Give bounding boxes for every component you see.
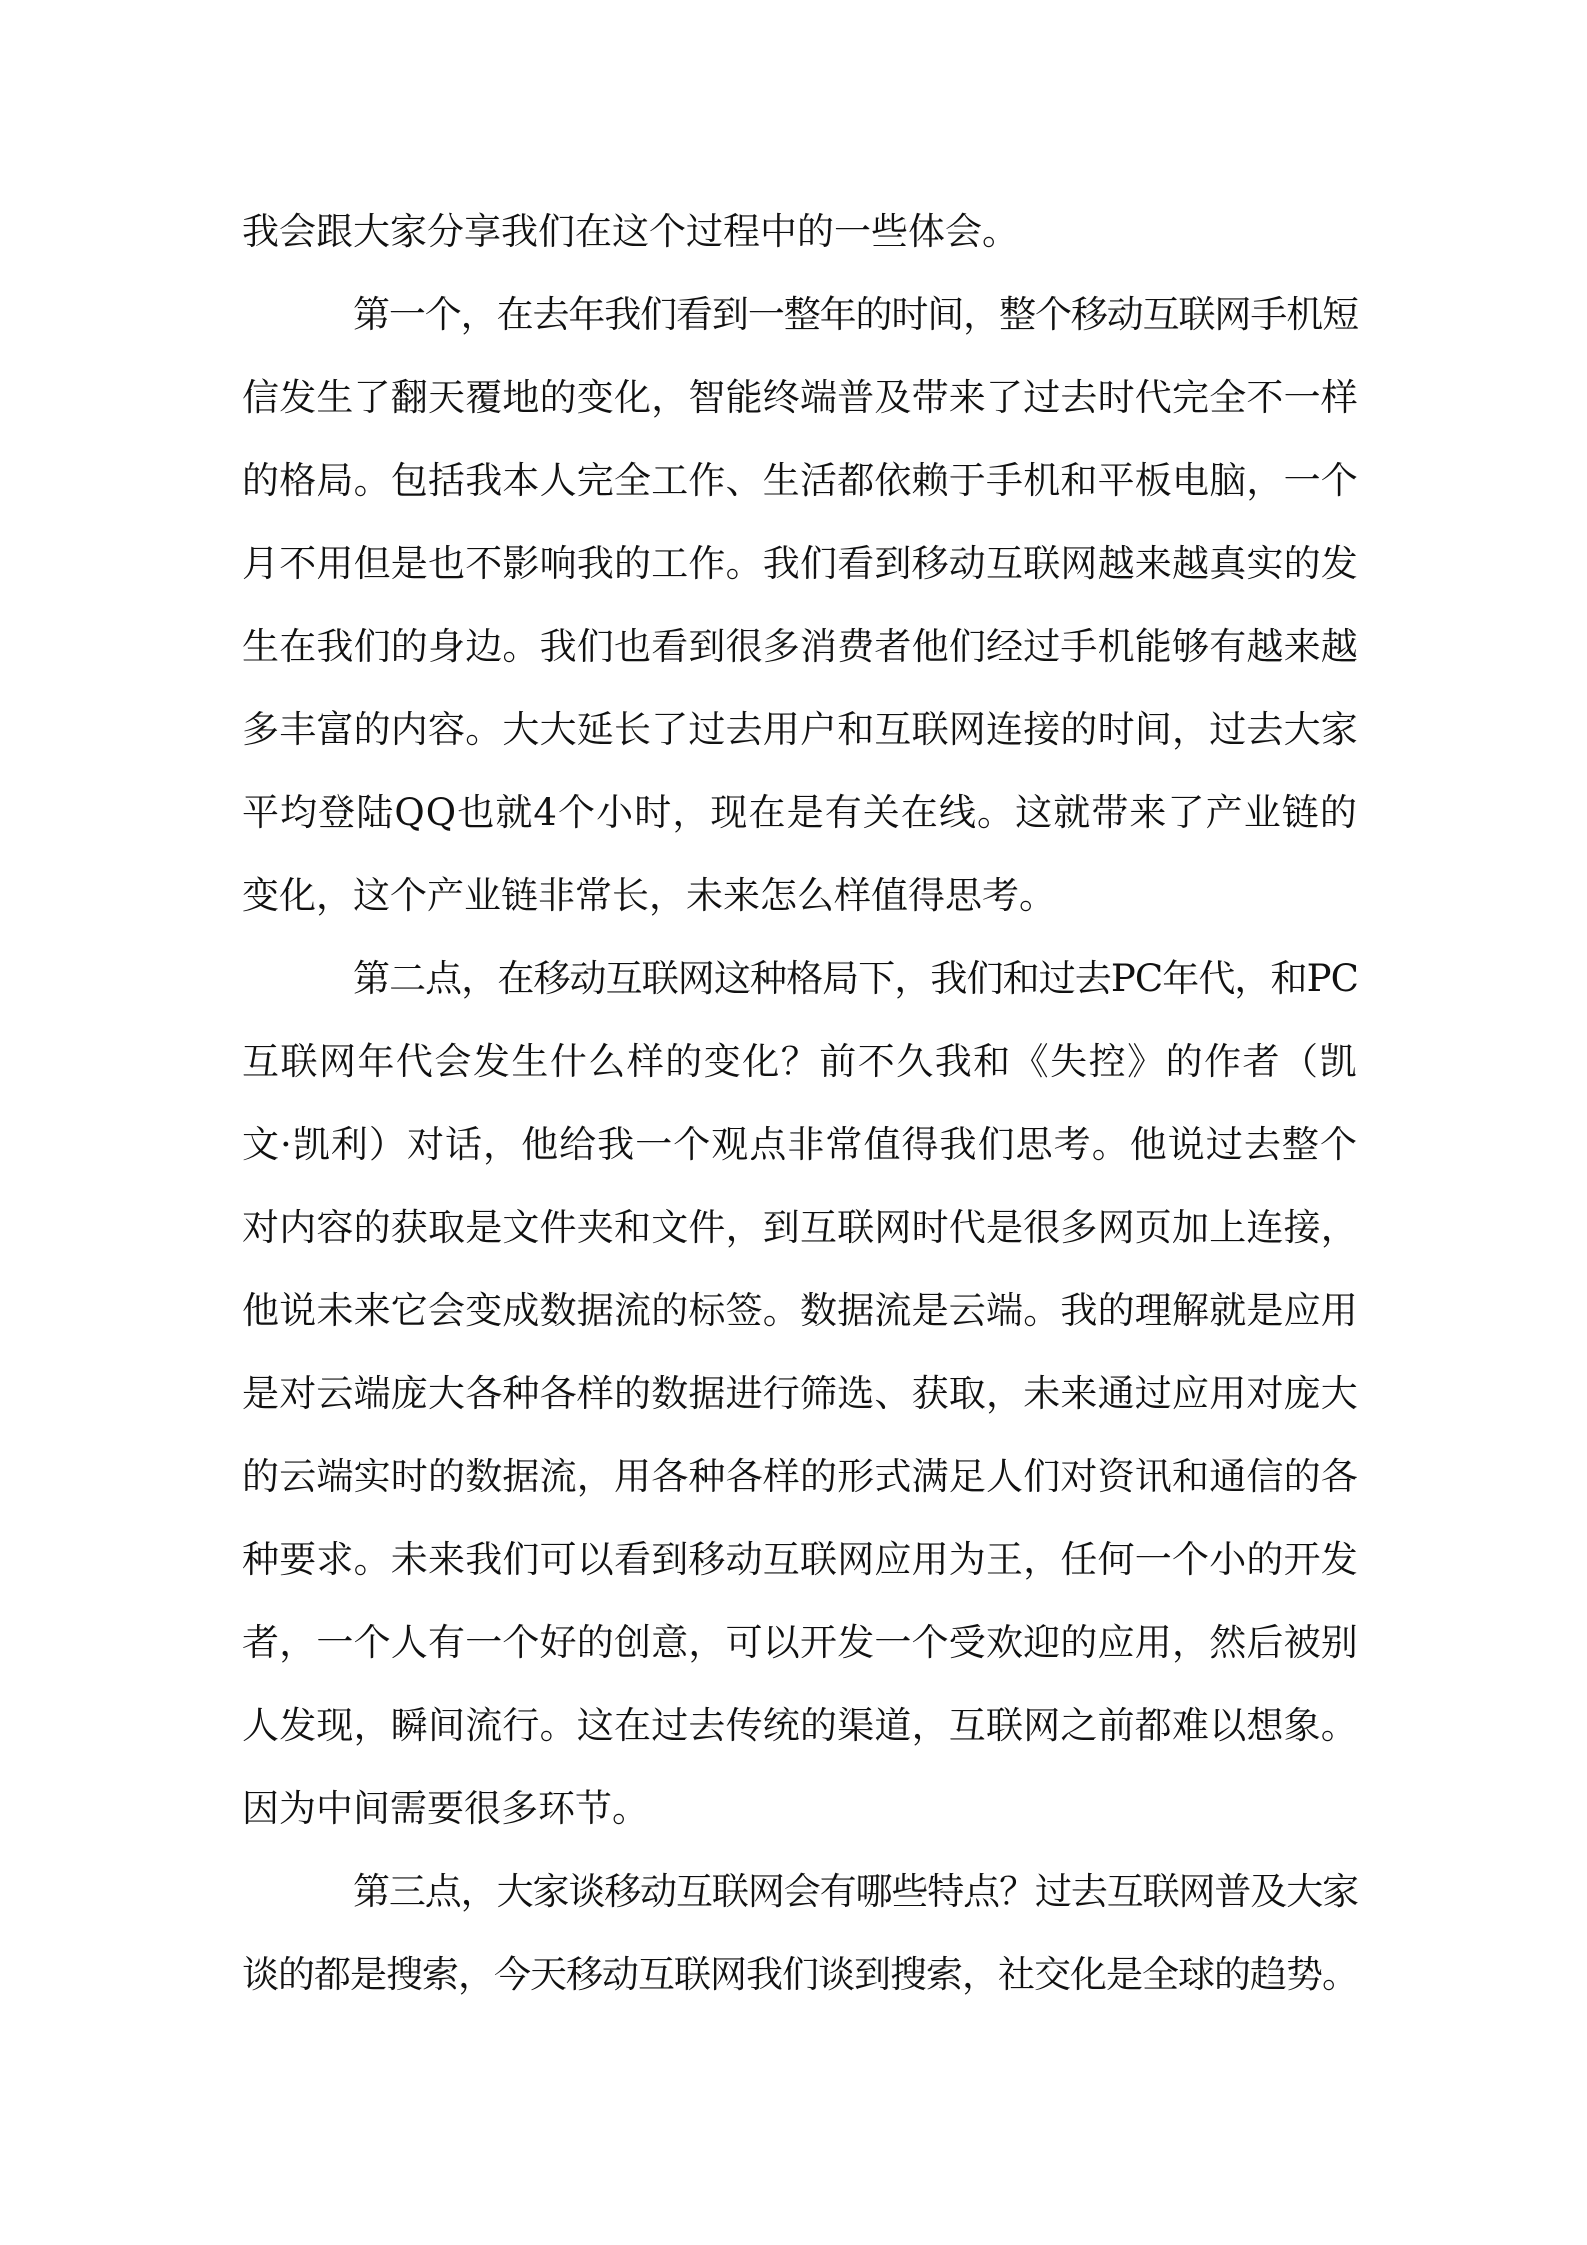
text-line-row	[242, 771, 1358, 854]
text-line: 者，一个人有一个好的创意，可以开发一个受欢迎的应用，然后被别	[242, 1621, 1358, 1664]
text-line: 人发现，瞬间流行。这在过去传统的渠道，互联网之前都难以想象。	[242, 1704, 1358, 1747]
text-line-row	[242, 1518, 1358, 1601]
paragraph	[242, 273, 1358, 937]
text-line-row	[242, 273, 1358, 356]
text-line: 信发生了翻天覆地的变化，智能终端普及带来了过去时代完全不一样	[242, 376, 1358, 419]
text-line: 是对云端庞大各种各样的数据进行筛选、获取，未来通过应用对庞大	[242, 1372, 1358, 1415]
text-line: 他说未来它会变成数据流的标签。数据流是云端。我的理解就是应用	[242, 1289, 1358, 1332]
text-line: 谈的都是搜索，今天移动互联网我们谈到搜索，社交化是全球的趋势。	[242, 1953, 1358, 1996]
text-line-row	[242, 854, 1358, 937]
text-line: 变化，这个产业链非常长，未来怎么样值得思考。	[242, 874, 1056, 917]
text-line-row	[242, 605, 1358, 688]
text-line: 第二点，在移动互联网这种格局下，我们和过去PC年代，和PC	[353, 957, 1358, 1000]
text-line: 互联网年代会发生什么样的变化？前不久我和《失控》的作者（凯	[242, 1040, 1358, 1083]
text-line-row	[242, 1435, 1358, 1518]
text-line: 平均登陆QQ也就4个小时，现在是有关在线。这就带来了产业链的	[242, 791, 1358, 834]
paragraph	[242, 937, 1358, 1850]
text-line-row	[242, 1103, 1358, 1186]
text-line: 的格局。包括我本人完全工作、生活都依赖于手机和平板电脑，一个	[242, 459, 1358, 502]
text-line: 第三点，大家谈移动互联网会有哪些特点？过去互联网普及大家	[353, 1870, 1358, 1913]
text-line-row	[242, 1850, 1358, 1933]
text-line-row	[242, 190, 1358, 273]
text-line-row	[242, 1269, 1358, 1352]
text-line-row	[242, 937, 1358, 1020]
paragraph	[242, 190, 1358, 273]
text-line: 多丰富的内容。大大延长了过去用户和互联网连接的时间，过去大家	[242, 708, 1358, 751]
text-line-row	[242, 1767, 1358, 1850]
text-line: 对内容的获取是文件夹和文件，到互联网时代是很多网页加上连接，	[242, 1206, 1358, 1249]
text-line-row	[242, 1933, 1358, 2016]
text-line: 我会跟大家分享我们在这个过程中的一些体会。	[242, 210, 1019, 253]
text-line-row	[242, 1684, 1358, 1767]
text-line-row	[242, 1352, 1358, 1435]
paragraph	[242, 1850, 1358, 2016]
text-line: 种要求。未来我们可以看到移动互联网应用为王，任何一个小的开发	[242, 1538, 1358, 1581]
text-line: 月不用但是也不影响我的工作。我们看到移动互联网越来越真实的发	[242, 542, 1358, 585]
text-line-row	[242, 688, 1358, 771]
text-line: 因为中间需要很多环节。	[242, 1787, 649, 1830]
text-line: 生在我们的身边。我们也看到很多消费者他们经过手机能够有越来越	[242, 625, 1358, 668]
text-line: 第一个，在去年我们看到一整年的时间，整个移动互联网手机短	[353, 293, 1358, 336]
text-line: 文·凯利）对话，他给我一个观点非常值得我们思考。他说过去整个	[242, 1123, 1358, 1166]
text-line-row	[242, 1020, 1358, 1103]
text-line-row	[242, 356, 1358, 439]
document-page	[242, 190, 1358, 2016]
text-line-row	[242, 1186, 1358, 1269]
text-line: 的云端实时的数据流，用各种各样的形式满足人们对资讯和通信的各	[242, 1455, 1358, 1498]
text-line-row	[242, 1601, 1358, 1684]
text-line-row	[242, 522, 1358, 605]
text-line-row	[242, 439, 1358, 522]
